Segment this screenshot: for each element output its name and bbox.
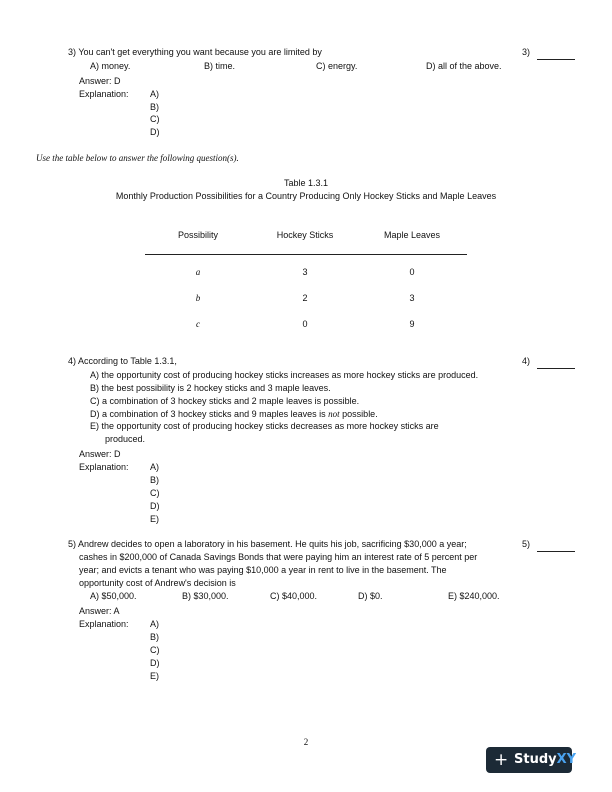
table-title: Table 1.3.1: [283, 178, 329, 188]
q5-answer-blank: [537, 551, 575, 552]
q4-explanation-label: Explanation:: [79, 462, 129, 472]
table-row-c-maple: 9: [409, 319, 415, 329]
page-number: 2: [303, 737, 309, 747]
q5-explanation-d: D): [150, 658, 160, 668]
q3-explanation-label: Explanation:: [79, 89, 129, 99]
q3-explanation-d: D): [150, 127, 160, 137]
q5-explanation-label: Explanation:: [79, 619, 129, 629]
table-header-maple-leaves: Maple Leaves: [383, 230, 441, 240]
table-row-b-hockey: 2: [302, 293, 308, 303]
q3-explanation-a: A): [150, 89, 159, 99]
q4-option-b: B) the best possibility is 2 hockey sticks and 3 maple leaves.: [90, 383, 331, 393]
q4-explanation-e: E): [150, 514, 159, 524]
table-row-b-maple: 3: [409, 293, 415, 303]
q3-option-c: C) energy.: [316, 61, 358, 71]
q5-stem-line-1: 5) Andrew decides to open a laboratory in his basement. He quits his job, sacrificing $30,000 a year;: [68, 539, 467, 549]
table-row-a-maple: 0: [409, 267, 415, 277]
q4-explanation-c: C): [150, 488, 160, 498]
q5-stem-line-4: opportunity cost of Andrew's decision is: [79, 578, 236, 588]
q4-option-e: E) the opportunity cost of producing hockey sticks decreases as more hockey sticks are: [90, 421, 439, 431]
q4-option-d-end: possible.: [342, 409, 378, 419]
q5-explanation-e: E): [150, 671, 159, 681]
q4-option-d-not: not: [328, 409, 340, 419]
table-row-a-possibility: a: [195, 267, 201, 277]
q3-stem: 3) You can't get everything you want because you are limited by: [68, 47, 322, 57]
table-row-c-possibility: c: [196, 319, 200, 329]
q5-answer: Answer: A: [79, 606, 120, 616]
q4-explanation-b: B): [150, 475, 159, 485]
table-header-rule: [145, 254, 467, 255]
q5-option-e: E) $240,000.: [448, 591, 500, 601]
q3-number: 3): [522, 47, 531, 57]
q4-option-d: [90, 409, 378, 419]
q4-answer-blank: [537, 368, 575, 369]
logo-text-plain: Study: [514, 752, 557, 767]
logo-text: [514, 752, 576, 767]
table-subtitle: Monthly Production Possibilities for a Country Producing Only Hockey Sticks and Maple Leaves: [115, 191, 497, 201]
plus-icon: +: [494, 750, 509, 770]
q5-stem-line-3: year; and evicts a tenant who was paying $10,000 a year in rent to live in the basement. The: [79, 565, 447, 575]
studyxy-logo: [486, 747, 577, 773]
q5-stem-line-2: cashes in $200,000 of Canada Savings Bonds that were paying him an interest rate of 5 percent per: [79, 552, 478, 562]
q5-option-a: A) $50,000.: [90, 591, 137, 601]
q5-option-c: C) $40,000.: [270, 591, 318, 601]
q3-answer-blank: [537, 59, 575, 60]
q3-option-a: A) money.: [90, 61, 131, 71]
q5-explanation-c: C): [150, 645, 160, 655]
q3-option-d: D) all of the above.: [426, 61, 502, 71]
q4-option-a: A) the opportunity cost of producing hockey sticks increases as more hockey sticks are produced.: [90, 370, 479, 380]
q5-option-d: D) $0.: [358, 591, 383, 601]
q5-explanation-b: B): [150, 632, 159, 642]
q3-explanation-b: B): [150, 102, 159, 112]
q5-explanation-a: A): [150, 619, 159, 629]
q3-answer: Answer: D: [79, 76, 121, 86]
q3-explanation-c: C): [150, 114, 160, 124]
q5-option-b: B) $30,000.: [182, 591, 229, 601]
q4-explanation-a: A): [150, 462, 159, 472]
table-header-possibility: Possibility: [177, 230, 218, 240]
q4-explanation-d: D): [150, 501, 160, 511]
q4-option-e-cont: produced.: [105, 434, 146, 444]
table-header-hockey-sticks: Hockey Sticks: [276, 230, 334, 240]
table-row-b-possibility: b: [195, 293, 201, 303]
q4-option-c: C) a combination of 3 hockey sticks and 2 maple leaves is possible.: [90, 396, 360, 406]
q4-stem: 4) According to Table 1.3.1,: [68, 356, 177, 366]
table-row-a-hockey: 3: [302, 267, 308, 277]
logo-text-accent: XY: [556, 752, 577, 767]
q4-number: 4): [522, 356, 531, 366]
table-row-c-hockey: 0: [302, 319, 308, 329]
table-instruction: Use the table below to answer the following question(s).: [36, 153, 239, 163]
q3-option-b: B) time.: [204, 61, 236, 71]
q4-answer: Answer: D: [79, 449, 121, 459]
q5-number: 5): [522, 539, 531, 549]
q4-option-d-text: D) a combination of 3 hockey sticks and 9 maples leaves is: [90, 409, 326, 419]
